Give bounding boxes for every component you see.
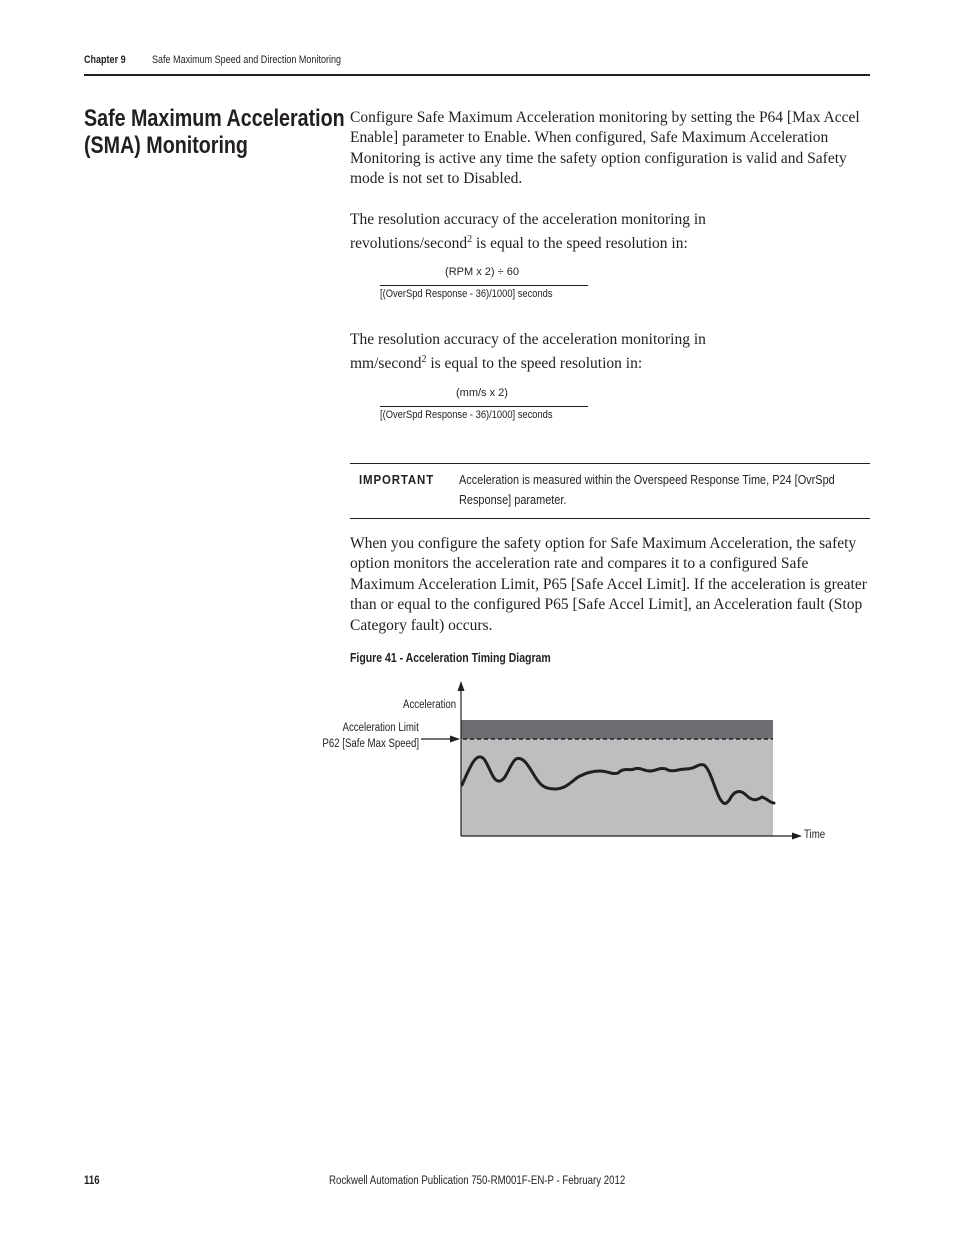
x-axis-label: Time (804, 829, 826, 841)
fault-paragraph: When you configure the safety option for Safe Maximum Acceleration, the safety option monitors the acceleration rate and compares it to a configured Safe Maximum Acceleration Limit, P65 [Safe Accel Limit]. If the acceleration is greater than or equal to the configured P65 [Safe Accel Limit], an Acceleration fault (Stop Category fault) occurs. (350, 535, 867, 634)
safe-region (461, 739, 773, 836)
formula-rpm-denominator: [(OverSpd Response - 36)/1000] seconds (380, 288, 553, 300)
y-axis-arrow-icon (458, 681, 465, 691)
section-heading-line1: Safe Maximum Acceleration (84, 105, 345, 132)
squared-superscript: 2 (421, 353, 427, 365)
resolution-mm-text: The resolution accuracy of the acceleration monitoring in mm/second (350, 331, 706, 372)
figure-caption: Figure 41 - Acceleration Timing Diagram (350, 651, 551, 665)
section-heading-line2: (SMA) Monitoring (84, 132, 248, 159)
page-number: 116 (84, 1175, 100, 1187)
formula-rpm-numerator: (RPM x 2) ÷ 60 (445, 266, 519, 278)
chapter-label: Chapter 9 (84, 54, 126, 66)
important-label: IMPORTANT (359, 472, 435, 487)
section-heading (84, 105, 355, 159)
publication-footer: Rockwell Automation Publication 750-RM001F-EN-P - February 2012 (329, 1175, 626, 1187)
limit-pointer-arrow-icon (450, 736, 460, 743)
limit-label-line2: P62 [Safe Max Speed] (322, 738, 419, 750)
running-header-title: Safe Maximum Speed and Direction Monitoring (152, 54, 342, 66)
resolution-mm-paragraph (350, 328, 750, 376)
fraction-bar (380, 285, 588, 286)
formula-mm-numerator: (mm/s x 2) (456, 387, 508, 399)
resolution-mm-text-end: is equal to the speed resolution in: (426, 355, 643, 372)
limit-label-line1: Acceleration Limit (342, 722, 419, 734)
intro-paragraph: Configure Safe Maximum Acceleration monitoring by setting the P64 [Max Accel Enable] parameter to Enable. When configured, Safe Maximum Acceleration Monitoring is active any time the safety option configuration is valid and Safety mode is not set to Disabled. (350, 109, 860, 188)
resolution-rev-text-end: is equal to the speed resolution in: (472, 235, 688, 252)
fraction-bar (380, 406, 588, 407)
header-rule (84, 74, 870, 76)
y-axis-label: Acceleration (403, 699, 457, 711)
important-text: Acceleration is measured within the Overspeed Response Time, P24 [OvrSpd Response] parameter. (459, 472, 835, 507)
resolution-rev-paragraph (350, 208, 750, 256)
timing-diagram-svg (300, 675, 840, 855)
important-note (350, 463, 870, 519)
acceleration-timing-diagram (300, 675, 840, 855)
x-axis-arrow-icon (792, 833, 802, 840)
squared-superscript: 2 (467, 233, 473, 245)
fault-band (461, 720, 773, 739)
resolution-rev-text: The resolution accuracy of the acceleration monitoring in revolutions/second (350, 211, 706, 252)
formula-mm-denominator: [(OverSpd Response - 36)/1000] seconds (380, 409, 553, 421)
